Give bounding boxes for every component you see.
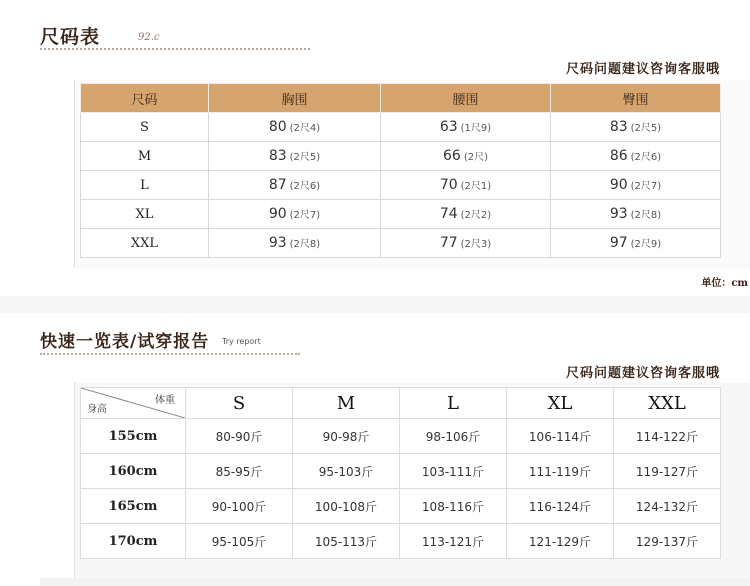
chest-note: (2尺8) xyxy=(289,239,321,250)
hip-cell xyxy=(551,171,721,200)
size-label: M xyxy=(81,142,209,171)
title-divider xyxy=(40,353,300,355)
hip-value: 97 xyxy=(609,235,628,251)
hip-note: (2尺9) xyxy=(630,239,662,250)
weight-range: 95-105斤 xyxy=(186,524,293,559)
quick-table-title: 快速一览表/试穿报告 xyxy=(40,332,210,352)
chest-cell xyxy=(209,200,381,229)
waist-note: (2尺3) xyxy=(460,239,492,250)
header-size: 尺码 xyxy=(81,84,209,113)
table-row xyxy=(81,419,721,454)
weight-range: 90-100斤 xyxy=(186,489,293,524)
chest-cell xyxy=(209,171,381,200)
quick-table xyxy=(80,387,721,559)
waist-cell xyxy=(381,142,551,171)
size-advice-note: 尺码问题建议咨询客服哦 xyxy=(565,62,720,77)
panel-shadow xyxy=(40,578,750,586)
weight-range: 108-116斤 xyxy=(400,489,507,524)
unit-label: 单位：cm xyxy=(701,278,748,289)
height-label: 身高 xyxy=(87,404,107,415)
chest-cell xyxy=(209,142,381,171)
header-waist: 腰围 xyxy=(381,84,551,113)
waist-cell xyxy=(381,171,551,200)
weight-range: 111-119斤 xyxy=(507,454,614,489)
waist-value: 74 xyxy=(439,206,458,222)
size-chart-header-row xyxy=(81,84,721,113)
weight-label: 体重 xyxy=(155,395,175,406)
corner-header xyxy=(81,388,186,419)
hip-value: 83 xyxy=(609,119,628,135)
hip-cell xyxy=(551,229,721,258)
chest-value: 83 xyxy=(268,148,287,164)
table-row xyxy=(81,524,721,559)
weight-range: 114-122斤 xyxy=(614,419,721,454)
waist-value: 70 xyxy=(439,177,458,193)
hip-note: (2尺7) xyxy=(630,181,662,192)
quick-advice-note: 尺码问题建议咨询客服哦 xyxy=(565,366,720,381)
hip-note: (2尺6) xyxy=(630,152,662,163)
hip-cell xyxy=(551,113,721,142)
chest-note: (2尺7) xyxy=(289,210,321,221)
size-label: XXL xyxy=(81,229,209,258)
chest-value: 80 xyxy=(268,119,287,135)
weight-range: 121-129斤 xyxy=(507,524,614,559)
size-chart-title: 尺码表 xyxy=(40,26,101,48)
height-value: 155cm xyxy=(81,419,186,454)
weight-range: 113-121斤 xyxy=(400,524,507,559)
table-row xyxy=(81,229,721,258)
hip-note: (2尺8) xyxy=(630,210,662,221)
waist-cell xyxy=(381,229,551,258)
weight-range: 100-108斤 xyxy=(293,489,400,524)
size-header: XXL xyxy=(614,388,721,419)
weight-range: 124-132斤 xyxy=(614,489,721,524)
hip-value: 93 xyxy=(609,206,628,222)
chest-cell xyxy=(209,113,381,142)
chest-value: 87 xyxy=(268,177,287,193)
chest-note: (2尺6) xyxy=(289,181,321,192)
size-header: M xyxy=(293,388,400,419)
section-divider xyxy=(0,296,750,314)
weight-range: 80-90斤 xyxy=(186,419,293,454)
table-row xyxy=(81,489,721,524)
waist-value: 77 xyxy=(439,235,458,251)
weight-range: 95-103斤 xyxy=(293,454,400,489)
size-header: S xyxy=(186,388,293,419)
weight-range: 129-137斤 xyxy=(614,524,721,559)
weight-range: 116-124斤 xyxy=(507,489,614,524)
weight-range: 85-95斤 xyxy=(186,454,293,489)
chest-note: (2尺5) xyxy=(289,152,321,163)
quick-header-row xyxy=(81,388,721,419)
size-chart-subtitle: 92.c xyxy=(138,32,160,43)
weight-range: 106-114斤 xyxy=(507,419,614,454)
waist-note: (2尺1) xyxy=(460,181,492,192)
size-chart-table xyxy=(80,83,721,258)
quick-table-subtitle: Try report xyxy=(222,337,261,346)
hip-cell xyxy=(551,142,721,171)
header-chest: 胸围 xyxy=(209,84,381,113)
chest-value: 90 xyxy=(268,206,287,222)
hip-note: (2尺5) xyxy=(630,123,662,134)
hip-cell xyxy=(551,200,721,229)
table-row xyxy=(81,200,721,229)
weight-range: 90-98斤 xyxy=(293,419,400,454)
title-divider xyxy=(40,48,310,50)
table-row xyxy=(81,171,721,200)
waist-cell xyxy=(381,200,551,229)
hip-value: 90 xyxy=(609,177,628,193)
header-hip: 臀围 xyxy=(551,84,721,113)
weight-range: 98-106斤 xyxy=(400,419,507,454)
weight-range: 119-127斤 xyxy=(614,454,721,489)
waist-note: (1尺9) xyxy=(460,123,492,134)
chest-cell xyxy=(209,229,381,258)
size-header: XL xyxy=(507,388,614,419)
waist-cell xyxy=(381,113,551,142)
chest-value: 93 xyxy=(268,235,287,251)
table-row xyxy=(81,454,721,489)
size-label: S xyxy=(81,113,209,142)
size-header: L xyxy=(400,388,507,419)
waist-value: 66 xyxy=(443,148,461,164)
waist-note: (2尺) xyxy=(463,152,488,163)
size-label: XL xyxy=(81,200,209,229)
weight-range: 103-111斤 xyxy=(400,454,507,489)
size-label: L xyxy=(81,171,209,200)
waist-value: 63 xyxy=(439,119,458,135)
weight-range: 105-113斤 xyxy=(293,524,400,559)
table-row xyxy=(81,113,721,142)
hip-value: 86 xyxy=(609,148,628,164)
height-value: 170cm xyxy=(81,524,186,559)
table-row xyxy=(81,142,721,171)
height-value: 160cm xyxy=(81,454,186,489)
height-value: 165cm xyxy=(81,489,186,524)
waist-note: (2尺2) xyxy=(460,210,492,221)
chest-note: (2尺4) xyxy=(289,123,321,134)
